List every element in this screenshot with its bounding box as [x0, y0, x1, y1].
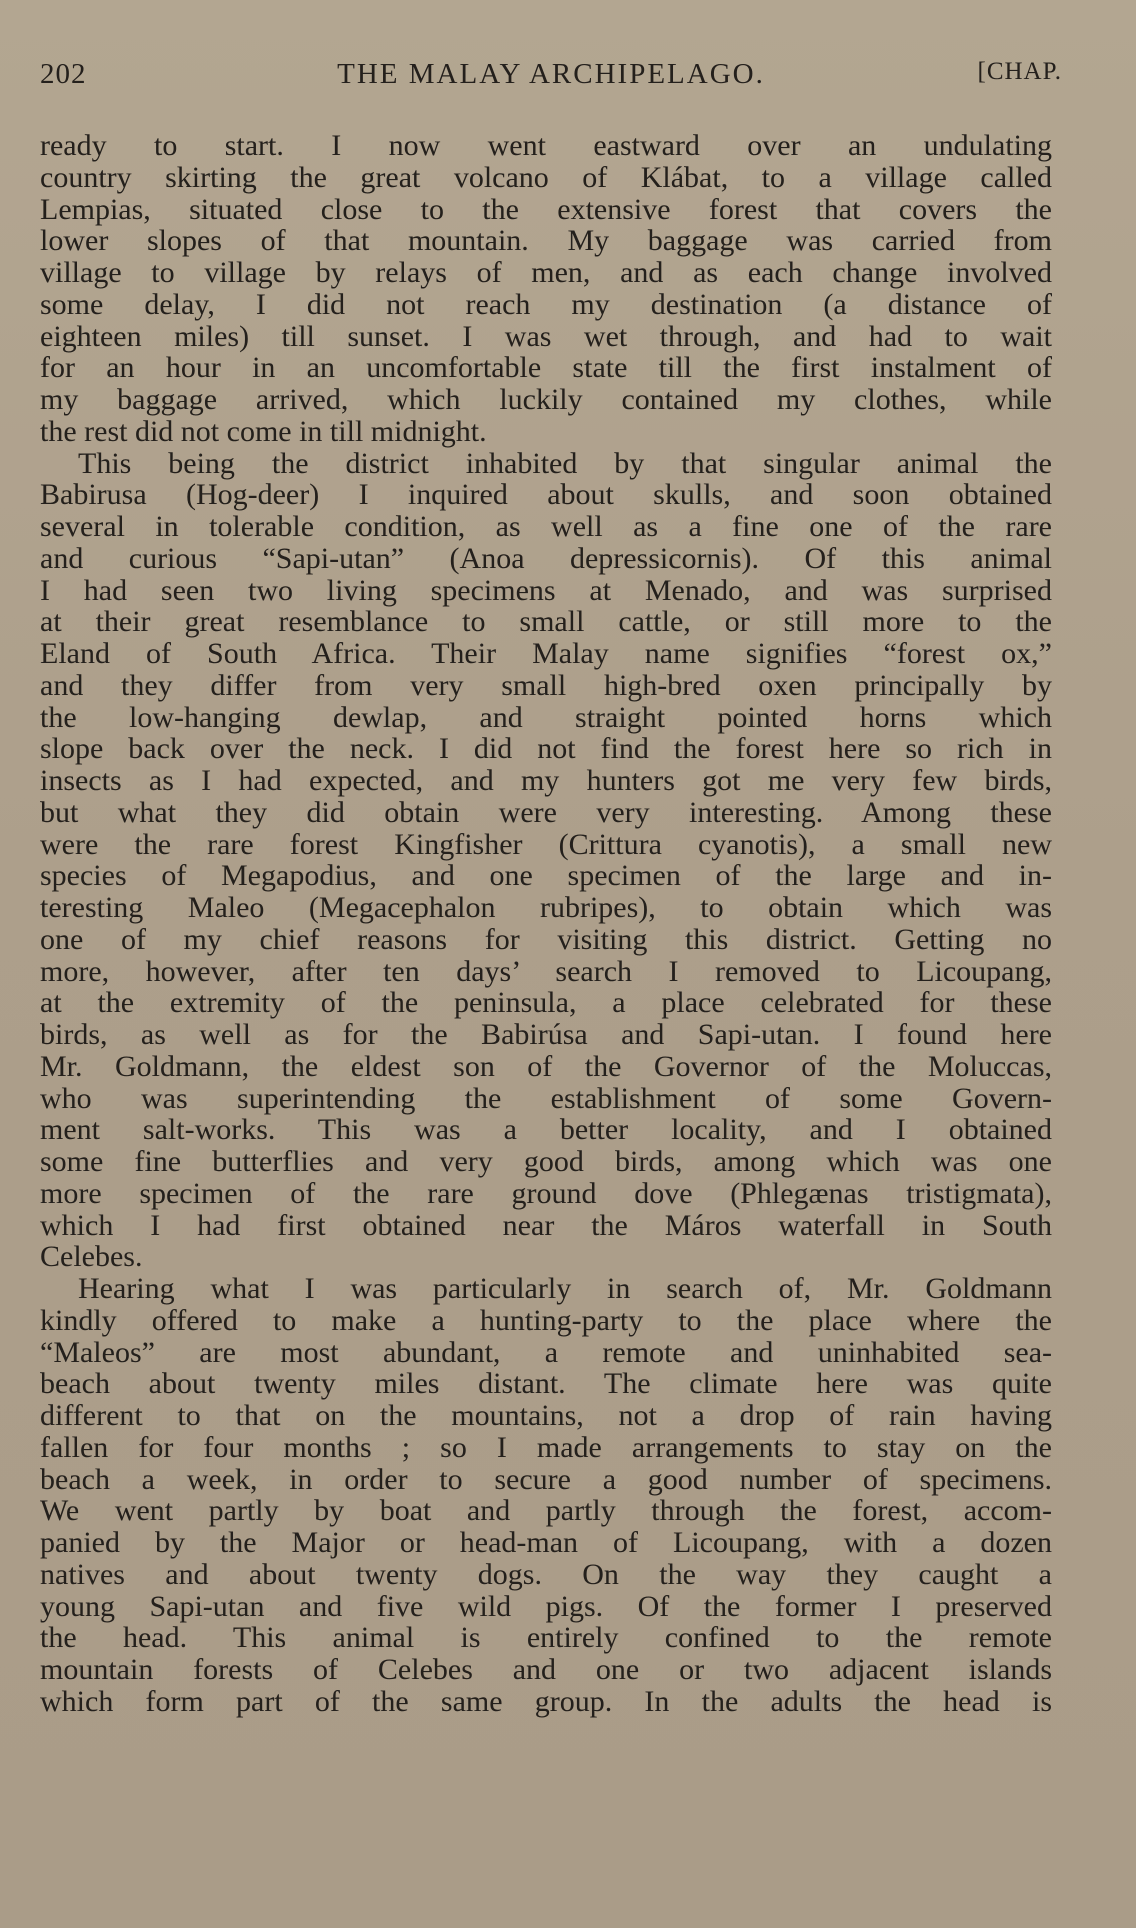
- text-line: eighteen miles) till sunset. I was wet through, and had to wait: [40, 319, 1052, 353]
- text-line: Mr. Goldmann, the eldest son of the Governor of the Moluccas,: [40, 1049, 1052, 1083]
- text-line: panied by the Major or head-man of Licoupang, with a dozen: [40, 1526, 1052, 1559]
- text-line: village to village by relays of men, and as each change involved: [40, 256, 1052, 289]
- text-line: the rest did not come in till midnight.: [40, 414, 487, 448]
- text-line: teresting Maleo (Megacephalon rubripes), to obtain which was: [40, 891, 1052, 924]
- text-line: “Maleos” are most abundant, a remote and uninhabited sea-: [40, 1335, 1052, 1369]
- text-line: and they differ from very small high-bred oxen principally by: [40, 668, 1052, 702]
- text-line: some delay, I did not reach my destination (a distance of: [40, 287, 1052, 321]
- text-line: at the extremity of the peninsula, a place celebrated for these: [40, 986, 1052, 1020]
- text-line: birds, as well as for the Babirúsa and Sapi-utan. I found here: [40, 1018, 1052, 1051]
- running-title: THE MALAY ARCHIPELAGO.: [337, 58, 765, 90]
- text-line: which form part of the same group. In the adults the head is: [40, 1684, 1052, 1718]
- paragraph: [40, 1273, 1052, 1718]
- text-line: slope back over the neck. I did not find the forest here so rich in: [40, 732, 1052, 766]
- text-line: species of Megapodius, and one specimen of the large and in-: [40, 859, 1052, 893]
- text-line: and curious “Sapi-utan” (Anoa depressicornis). Of this animal: [40, 541, 1052, 575]
- paragraph: [40, 130, 1052, 448]
- text-line: We went partly by boat and partly through the forest, accom-: [40, 1494, 1052, 1528]
- text-line: my baggage arrived, which luckily contained my clothes, while: [40, 383, 1052, 416]
- text-line: Eland of South Africa. Their Malay name signifies “forest ox,”: [40, 637, 1052, 670]
- text-line: ready to start. I now went eastward over an undulating: [40, 129, 1052, 162]
- text-line: at their great resemblance to small cattle, or still more to the: [40, 605, 1052, 639]
- text-line: I had seen two living specimens at Menado, and was surprised: [40, 573, 1052, 607]
- paragraph: [40, 448, 1052, 1274]
- chapter-marker: [CHAP.: [977, 58, 1062, 85]
- text-line: Babirusa (Hog-deer) I inquired about skulls, and soon obtained: [40, 478, 1052, 512]
- text-line: young Sapi-utan and five wild pigs. Of the former I preserved: [40, 1589, 1052, 1623]
- text-line: who was superintending the establishment of some Govern-: [40, 1081, 1052, 1115]
- text-line: This being the district inhabited by that singular animal the: [78, 446, 1052, 480]
- text-line: Celebes.: [40, 1240, 143, 1274]
- text-line: the head. This animal is entirely confined to the remote: [40, 1621, 1052, 1655]
- text-line: country skirting the great volcano of Klábat, to a village called: [40, 160, 1052, 194]
- text-line: beach about twenty miles distant. The climate here was quite: [40, 1367, 1052, 1401]
- text-line: natives and about twenty dogs. On the way they caught a: [40, 1557, 1052, 1591]
- text-line: insects as I had expected, and my hunters got me very few birds,: [40, 764, 1052, 797]
- text-line: one of my chief reasons for visiting this district. Getting no: [40, 922, 1052, 956]
- text-line: more, however, after ten days’ search I removed to Licoupang,: [40, 954, 1052, 988]
- text-line: ment salt-works. This was a better locality, and I obtained: [40, 1113, 1052, 1147]
- text-line: different to that on the mountains, not a drop of rain having: [40, 1399, 1052, 1432]
- text-line: lower slopes of that mountain. My baggage was carried from: [40, 224, 1052, 258]
- text-line: some fine butterflies and very good birds, among which was one: [40, 1145, 1052, 1178]
- text-line: beach a week, in order to secure a good number of specimens.: [40, 1462, 1052, 1496]
- text-line: fallen for four months ; so I made arrangements to stay on the: [40, 1430, 1052, 1464]
- text-line: were the rare forest Kingfisher (Crittura cyanotis), a small new: [40, 827, 1052, 861]
- running-head: [40, 58, 1062, 98]
- text-line: Hearing what I was particularly in search of, Mr. Goldmann: [78, 1272, 1052, 1305]
- text-line: several in tolerable condition, as well as a fine one of the rare: [40, 510, 1052, 543]
- text-line: mountain forests of Celebes and one or two adjacent islands: [40, 1653, 1052, 1686]
- text-line: for an hour in an uncomfortable state till the first instalment of: [40, 351, 1052, 385]
- body-text: [40, 130, 1052, 1718]
- text-line: more specimen of the rare ground dove (Phlegænas tristigmata),: [40, 1176, 1052, 1210]
- page-number: 202: [40, 58, 87, 90]
- text-line: which I had first obtained near the Máros waterfall in South: [40, 1208, 1052, 1242]
- text-line: but what they did obtain were very interesting. Among these: [40, 795, 1052, 829]
- text-line: kindly offered to make a hunting-party to the place where the: [40, 1303, 1052, 1337]
- text-line: Lempias, situated close to the extensive forest that covers the: [40, 192, 1052, 226]
- text-line: the low-hanging dewlap, and straight pointed horns which: [40, 700, 1052, 734]
